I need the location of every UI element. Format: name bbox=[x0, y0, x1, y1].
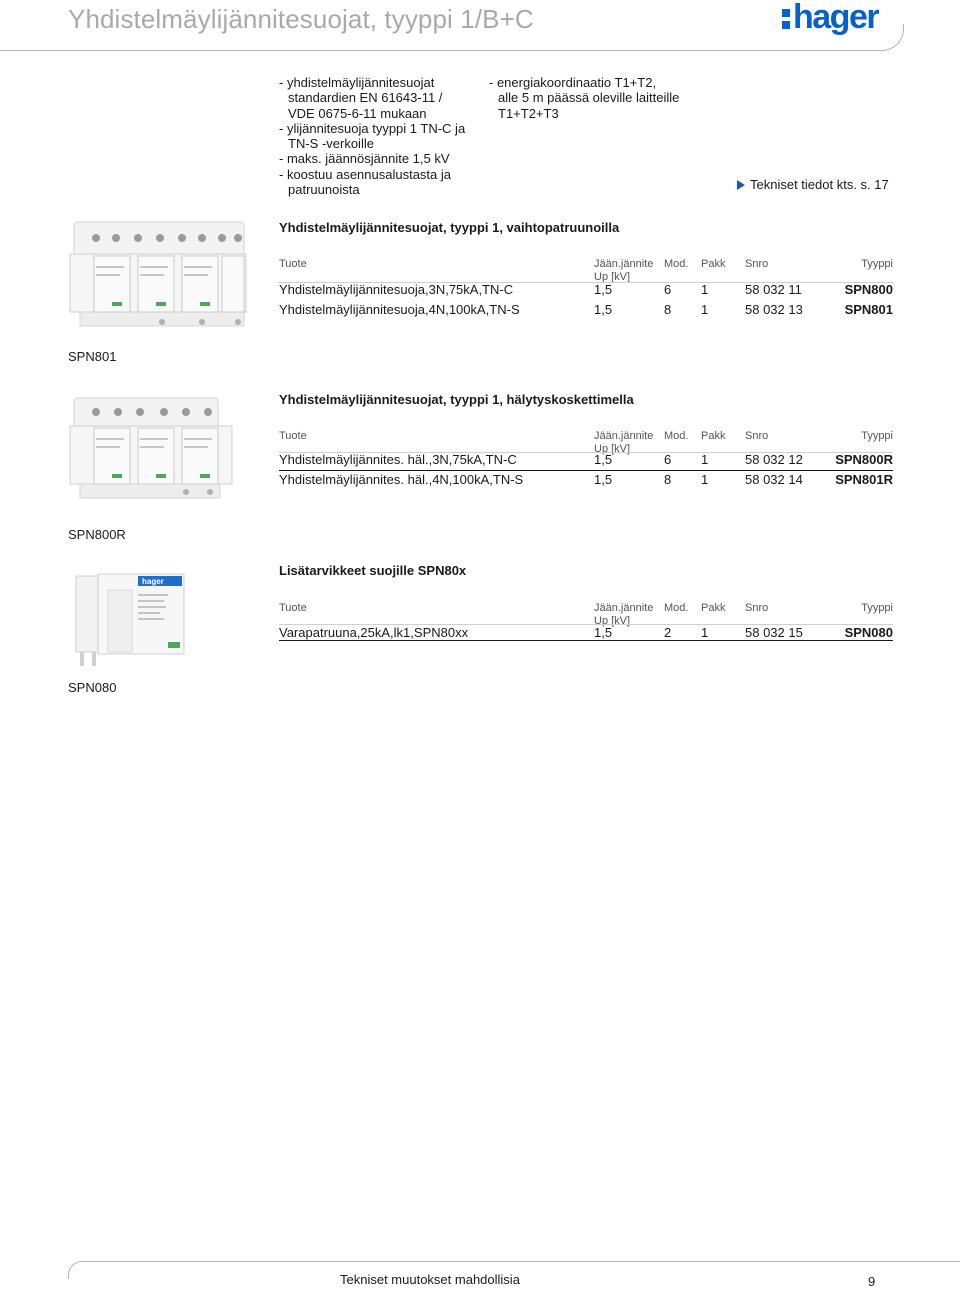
cell-tyyppi: SPN801R bbox=[835, 472, 893, 487]
cell-tyyppi: SPN800R bbox=[835, 452, 893, 467]
spn801-product-image bbox=[66, 218, 248, 332]
cell-tuote: Yhdistelmäylijännites. häl.,3N,75kA,TN-C bbox=[279, 452, 517, 467]
cell-tyyppi: SPN800 bbox=[844, 282, 893, 297]
col-jaan: Jään.jännite bbox=[594, 258, 654, 270]
tech-data-link-label: Tekniset tiedot kts. s. 17 bbox=[750, 177, 889, 192]
cell-snro: 58 032 11 bbox=[745, 282, 802, 297]
cell-tuote: Yhdistelmäylijännitesuoja,4N,100kA,TN-S bbox=[279, 302, 520, 317]
tech-data-link[interactable] bbox=[737, 177, 889, 192]
logo-colon-icon bbox=[782, 9, 790, 29]
cell-tuote: Yhdistelmäylijännites. häl.,4N,100kA,TN-S bbox=[279, 472, 524, 487]
cell-mod: 8 bbox=[664, 302, 672, 317]
bullet-line: VDE 0675-6-11 mukaan bbox=[288, 105, 427, 121]
cell-pakk: 1 bbox=[701, 452, 709, 467]
footer-note: Tekniset muutokset mahdollisia bbox=[340, 1272, 520, 1287]
cell-mod: 8 bbox=[664, 472, 672, 487]
cell-tuote: Yhdistelmäylijännitesuoja,3N,75kA,TN-C bbox=[279, 282, 514, 297]
intro-right-bullets bbox=[489, 75, 679, 121]
cell-snro: 58 032 14 bbox=[745, 472, 803, 487]
cell-tyyppi: SPN801 bbox=[844, 302, 893, 317]
col-snro: Snro bbox=[745, 430, 769, 442]
col-jaan: Jään.jännite bbox=[594, 602, 654, 614]
cell-jaan: 1,5 bbox=[594, 472, 613, 487]
cell-pakk: 1 bbox=[701, 282, 709, 297]
section-title: Yhdistelmäylijännitesuojat, tyyppi 1, hälytyskoskettimella bbox=[279, 392, 634, 407]
row-rule bbox=[279, 640, 893, 641]
intro-left-bullets bbox=[279, 75, 465, 197]
col-up: Up [kV] bbox=[594, 271, 631, 283]
cell-jaan: 1,5 bbox=[594, 302, 613, 317]
figure-caption: SPN080 bbox=[68, 680, 117, 695]
col-tyyppi: Tyyppi bbox=[861, 602, 893, 614]
col-mod: Mod. bbox=[664, 430, 689, 442]
bullet-line: - maks. jäännösjännite 1,5 kV bbox=[279, 151, 450, 167]
header-rule bbox=[0, 50, 885, 51]
bullet-line: - energiakoordinaatio T1+T2, bbox=[489, 75, 657, 90]
page-title: Yhdistelmäylijännitesuojat, tyyppi 1/B+C bbox=[68, 4, 534, 34]
cell-mod: 6 bbox=[664, 282, 672, 297]
cell-pakk: 1 bbox=[701, 302, 709, 317]
col-tuote: Tuote bbox=[279, 430, 307, 442]
footer-rule bbox=[82, 1261, 960, 1262]
bullet-line: patruunoista bbox=[288, 182, 360, 198]
arrow-right-icon bbox=[737, 180, 745, 190]
hager-logo bbox=[782, 0, 878, 34]
col-tuote: Tuote bbox=[279, 258, 307, 270]
svg-text:hager: hager bbox=[142, 577, 164, 586]
section-title: Yhdistelmäylijännitesuojat, tyyppi 1, vaihtopatruunoilla bbox=[279, 220, 620, 235]
bullet-line: - koostuu asennusalustasta ja bbox=[279, 166, 451, 182]
cell-snro: 58 032 12 bbox=[745, 452, 803, 467]
cell-tyyppi: SPN080 bbox=[844, 625, 893, 640]
bullet-line: T1+T2+T3 bbox=[498, 105, 559, 121]
bullet-line: - ylijännitesuoja tyyppi 1 TN-C ja bbox=[279, 120, 466, 136]
figure-caption: SPN800R bbox=[68, 527, 126, 542]
cell-mod: 6 bbox=[664, 452, 672, 467]
cell-jaan: 1,5 bbox=[594, 625, 613, 640]
table-row bbox=[279, 452, 893, 468]
row-rule bbox=[279, 470, 893, 471]
footer-curve bbox=[68, 1261, 83, 1279]
col-pakk: Pakk bbox=[701, 258, 726, 270]
section-title: Lisätarvikkeet suojille SPN80x bbox=[279, 563, 467, 578]
col-mod: Mod. bbox=[664, 602, 689, 614]
table-row bbox=[279, 625, 893, 641]
table-row bbox=[279, 472, 893, 488]
header-curve bbox=[878, 24, 904, 51]
col-jaan: Jään.jännite bbox=[594, 430, 654, 442]
table-row bbox=[279, 302, 893, 318]
page-number: 9 bbox=[868, 1274, 876, 1289]
col-up: Up [kV] bbox=[594, 615, 631, 627]
col-tyyppi: Tyyppi bbox=[861, 430, 893, 442]
bullet-line: alle 5 m päässä oleville laitteille bbox=[498, 90, 680, 106]
col-tuote: Tuote bbox=[279, 602, 307, 614]
figure-caption: SPN801 bbox=[68, 349, 117, 364]
col-tyyppi: Tyyppi bbox=[861, 258, 893, 270]
table-row bbox=[279, 282, 893, 298]
cell-pakk: 1 bbox=[701, 625, 709, 640]
spn080-product-image bbox=[68, 566, 192, 670]
col-pakk: Pakk bbox=[701, 430, 726, 442]
col-snro: Snro bbox=[745, 258, 769, 270]
cell-tuote: Varapatruuna,25kA,lk1,SPN80xx bbox=[279, 625, 469, 640]
bullet-line: TN-S -verkoille bbox=[288, 136, 374, 152]
cell-jaan: 1,5 bbox=[594, 452, 613, 467]
col-up: Up [kV] bbox=[594, 443, 631, 455]
col-pakk: Pakk bbox=[701, 602, 726, 614]
bullet-line: standardien EN 61643-11 / bbox=[288, 90, 443, 106]
spn800r-product-image bbox=[66, 394, 236, 506]
cell-snro: 58 032 15 bbox=[745, 625, 803, 640]
logo-text: hager bbox=[793, 0, 879, 36]
cell-snro: 58 032 13 bbox=[745, 302, 803, 317]
cell-jaan: 1,5 bbox=[594, 282, 613, 297]
col-mod: Mod. bbox=[664, 258, 689, 270]
cell-pakk: 1 bbox=[701, 472, 709, 487]
cell-mod: 2 bbox=[664, 625, 672, 640]
bullet-line: - yhdistelmäylijännitesuojat bbox=[279, 75, 435, 90]
col-snro: Snro bbox=[745, 602, 769, 614]
